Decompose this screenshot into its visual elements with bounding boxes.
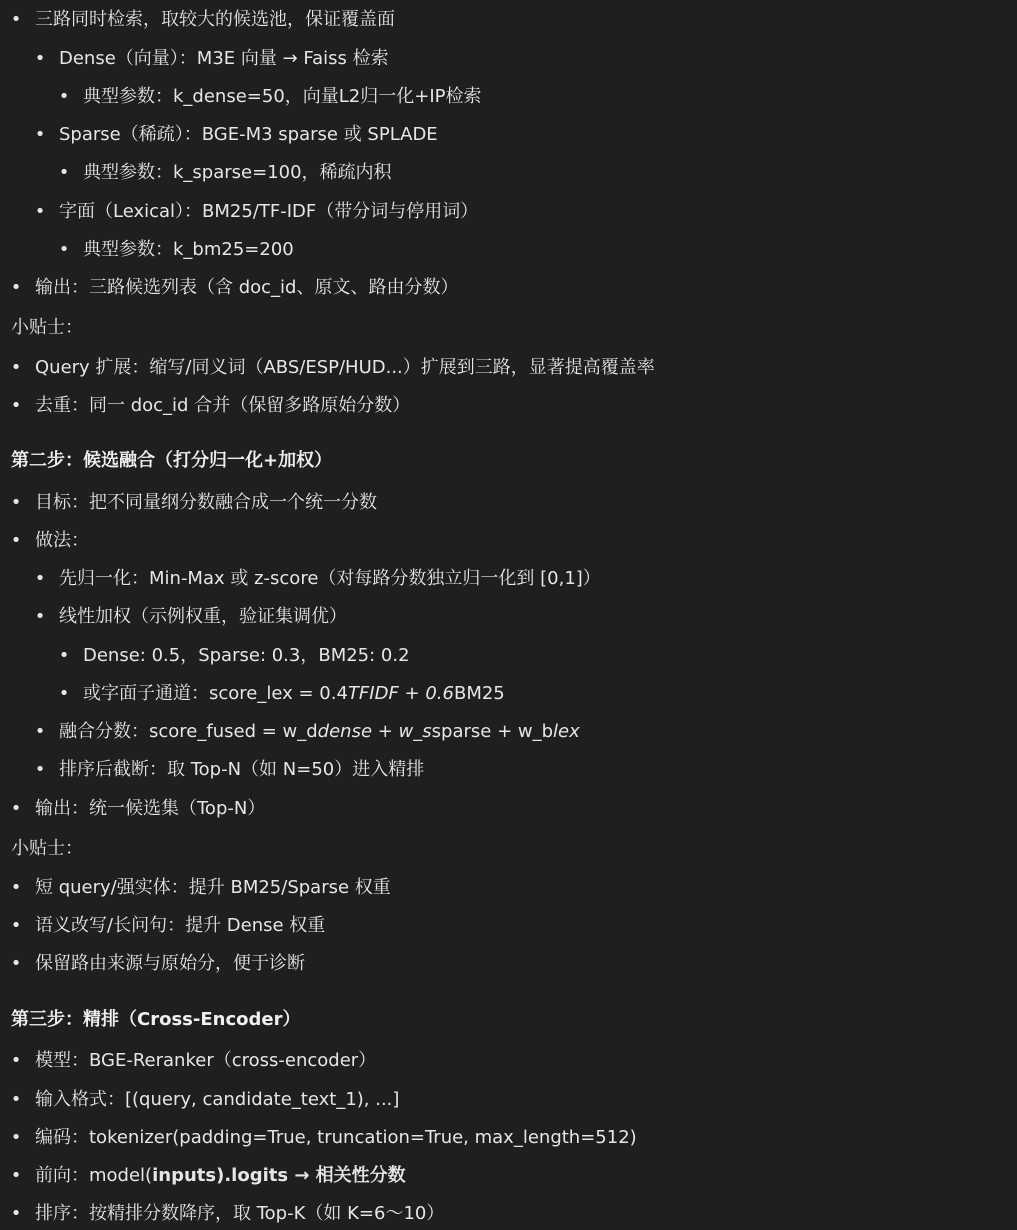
bullet-icon: • — [58, 162, 70, 183]
list-item-text: 保留路由来源与原始分，便于诊断 — [35, 953, 305, 974]
bullet-icon: • — [34, 759, 46, 780]
bullet-icon: • — [10, 357, 22, 378]
paragraph-text: 小贴士： — [11, 838, 83, 859]
text-run: 融合分数：score_fused = w_d — [59, 721, 318, 742]
list-item-text: 典型参数：k_bm25=200 — [83, 239, 294, 260]
list-item-text: 输出：统一候选集（Top-N） — [35, 798, 266, 819]
list-item-text: 典型参数：k_dense=50，向量L2归一化+IP检索 — [83, 86, 482, 107]
bullet-icon: • — [10, 492, 22, 513]
paragraph-text: 小贴士： — [11, 317, 83, 338]
list-item-text: 三路同时检索，取较大的候选池，保证覆盖面 — [35, 9, 395, 30]
bullet-icon: • — [34, 124, 46, 145]
list-item-text: 字面（Lexical）：BM25/TF-IDF（带分词与停用词） — [59, 201, 479, 222]
list-item-text: 语义改写/长问句：提升 Dense 权重 — [35, 915, 326, 936]
bullet-icon: • — [10, 1165, 22, 1186]
bullet-icon: • — [58, 239, 70, 260]
list-item-text: 输出：三路候选列表（含 doc_id、原文、路由分数） — [35, 277, 459, 298]
bullet-icon: • — [34, 48, 46, 69]
bold-text-run: inputs — [152, 1165, 217, 1186]
section-heading-text: 第二步：候选融合（打分归一化+加权） — [11, 450, 333, 471]
bullet-icon: • — [58, 86, 70, 107]
list-item-text — [59, 720, 580, 744]
text-run: 前向：model( — [35, 1165, 153, 1186]
text-run: BM25 — [453, 683, 505, 704]
list-item-text: 去重：同一 doc_id 合并（保留多路原始分数） — [35, 395, 411, 416]
list-item-text — [35, 1164, 406, 1188]
list-item-text: 短 query/强实体：提升 BM25/Sparse 权重 — [35, 877, 391, 898]
text-run: 或字面子通道：score_lex = 0.4 — [83, 683, 348, 704]
bullet-icon: • — [10, 798, 22, 819]
italic-text-run: lex — [553, 721, 580, 742]
bullet-icon: • — [10, 1089, 22, 1110]
bullet-icon: • — [34, 201, 46, 222]
bullet-icon: • — [58, 645, 70, 666]
bullet-icon: • — [34, 568, 46, 589]
bullet-icon: • — [10, 877, 22, 898]
bullet-icon: • — [10, 953, 22, 974]
bullet-icon: • — [10, 1127, 22, 1148]
italic-text-run: dense + w_s — [317, 721, 432, 742]
bullet-icon: • — [10, 1203, 22, 1224]
list-item-text: 排序后截断：取 Top-N（如 N=50）进入精排 — [59, 759, 425, 780]
bullet-icon: • — [10, 277, 22, 298]
list-item-text: 模型：BGE-Reranker（cross-encoder） — [35, 1050, 377, 1071]
bullet-icon: • — [10, 9, 22, 30]
list-item-text: 线性加权（示例权重，验证集调优） — [59, 606, 347, 627]
section-heading-text: 第三步：精排（Cross-Encoder） — [11, 1009, 301, 1030]
list-item-text: 先归一化：Min-Max 或 z-score（对每路分数独立归一化到 [0,1]） — [59, 568, 601, 589]
text-run: sparse + w_b — [431, 721, 554, 742]
list-item-text: 输入格式：[(query, candidate_text_1), ...] — [35, 1089, 400, 1110]
italic-text-run: TFIDF + 0.6 — [347, 683, 454, 704]
list-item-text: 编码：tokenizer(padding=True, truncation=True, max_length=512) — [35, 1127, 637, 1148]
bullet-icon: • — [10, 530, 22, 551]
list-item-text: 排序：按精排分数降序，取 Top-K（如 K=6～10） — [35, 1203, 445, 1224]
list-item-text: Dense: 0.5，Sparse: 0.3，BM25: 0.2 — [83, 645, 410, 666]
bullet-icon: • — [10, 915, 22, 936]
bullet-icon: • — [34, 721, 46, 742]
list-item-text: Dense（向量）：M3E 向量 → Faiss 检索 — [59, 48, 389, 69]
list-item-text — [83, 682, 505, 706]
bullet-icon: • — [58, 683, 70, 704]
list-item-text: Sparse（稀疏）：BGE-M3 sparse 或 SPLADE — [59, 124, 438, 145]
list-item-text: 目标：把不同量纲分数融合成一个统一分数 — [35, 492, 377, 513]
bold-text-run: ).logits → 相关性分数 — [216, 1165, 406, 1186]
list-item-text: 典型参数：k_sparse=100，稀疏内积 — [83, 162, 392, 183]
list-item-text: 做法： — [35, 530, 89, 551]
bullet-icon: • — [10, 1050, 22, 1071]
bullet-icon: • — [10, 395, 22, 416]
list-item-text: Query 扩展：缩写/同义词（ABS/ESP/HUD...）扩展到三路，显著提高覆盖率 — [35, 357, 655, 378]
bullet-icon: • — [34, 606, 46, 627]
